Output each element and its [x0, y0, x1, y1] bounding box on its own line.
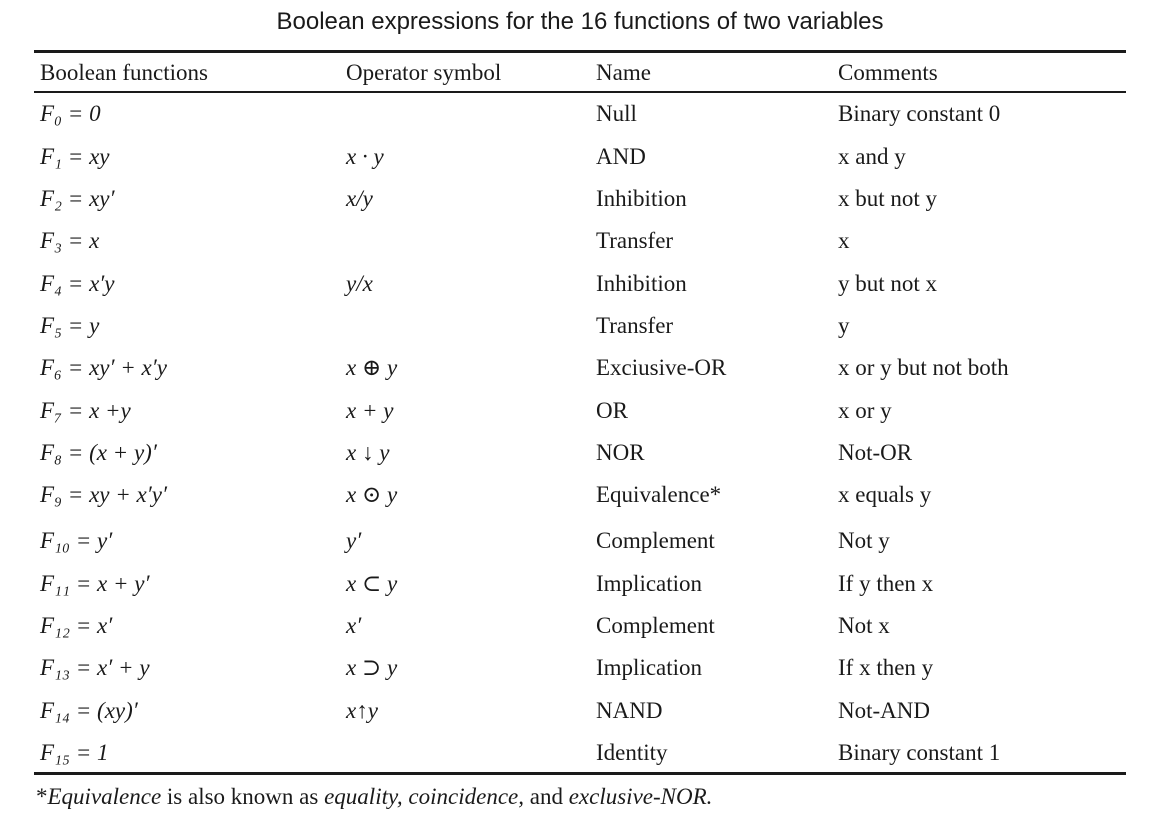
- cell-function: F₁₁ = x + y′: [40, 571, 150, 596]
- cell-operator: x ↓ y: [346, 440, 390, 465]
- cell-name: Identity: [596, 740, 668, 765]
- cell-operator: x + y: [346, 398, 394, 423]
- cell-function: F₀ = 0: [40, 101, 101, 126]
- table-title: Boolean expressions for the 16 functions of two variables: [276, 8, 884, 35]
- cell-function: F₇ = x +y: [40, 398, 131, 423]
- cell-operator: x↑y: [346, 698, 378, 723]
- cell-comment: x and y: [838, 144, 906, 169]
- header-functions: Boolean functions: [40, 60, 208, 85]
- cell-function: F₈ = (x + y)′: [40, 440, 157, 465]
- cell-comment: Binary constant 1: [838, 740, 1001, 765]
- cell-name: Inhibition: [596, 271, 687, 296]
- cell-operator: x/y: [346, 186, 373, 211]
- cell-name: Transfer: [596, 313, 674, 338]
- cell-function: F₁ = xy: [40, 144, 110, 169]
- cell-function: F₉ = xy + x′y′: [40, 482, 167, 507]
- cell-name: Implication: [596, 655, 703, 680]
- cell-comment: Not y: [838, 528, 890, 553]
- cell-name: NOR: [596, 440, 645, 465]
- cell-operator: x ⊂ y: [346, 571, 398, 596]
- cell-operator: x · y: [346, 144, 384, 169]
- cell-operator: y/x: [346, 271, 373, 296]
- cell-comment: x but not y: [838, 186, 938, 211]
- cell-function: F₅ = y: [40, 313, 100, 338]
- header-name: Name: [596, 60, 651, 85]
- cell-function: F₁₄ = (xy)′: [40, 698, 138, 723]
- cell-name: Implication: [596, 571, 703, 596]
- cell-function: F₁₀ = y′: [40, 528, 113, 553]
- header-comments: Comments: [838, 60, 938, 85]
- cell-name: AND: [596, 144, 646, 169]
- cell-function: F₁₅ = 1: [40, 740, 109, 765]
- cell-function: F₁₂ = x′: [40, 613, 113, 638]
- cell-name: Exciusive-OR: [596, 355, 727, 380]
- cell-function: F₂ = xy′: [40, 186, 115, 211]
- cell-comment: x or y but not both: [838, 355, 1009, 380]
- cell-comment: Binary constant 0: [838, 101, 1001, 126]
- cell-function: F₁₃ = x′ + y: [40, 655, 150, 680]
- header-rule: [34, 91, 1126, 93]
- footnote-term: Equivalence: [47, 784, 162, 809]
- cell-comment: Not-OR: [838, 440, 913, 465]
- footnote-star: *: [36, 784, 48, 809]
- cell-name: Inhibition: [596, 186, 687, 211]
- cell-name: Complement: [596, 528, 715, 553]
- cell-name: NAND: [596, 698, 663, 723]
- cell-function: F₃ = x: [40, 228, 100, 253]
- cell-comment: x equals y: [838, 482, 932, 507]
- cell-comment: y but not x: [838, 271, 938, 296]
- cell-operator: x ⊃ y: [346, 655, 398, 680]
- cell-name: OR: [596, 398, 628, 423]
- cell-comment: y: [838, 313, 850, 338]
- cell-comment: If x then y: [838, 655, 934, 680]
- cell-function: F₄ = x′y: [40, 271, 115, 296]
- cell-operator: y′: [346, 528, 362, 553]
- cell-name: Complement: [596, 613, 715, 638]
- footnote-alt1: equality, coincidence,: [324, 784, 524, 809]
- footnote-text2: and: [524, 784, 569, 809]
- cell-name: Null: [596, 101, 637, 126]
- bottom-rule: [34, 772, 1126, 775]
- header-operator: Operator symbol: [346, 60, 502, 85]
- cell-operator: x′: [346, 613, 362, 638]
- cell-operator: x ⊙ y: [346, 482, 398, 507]
- footnote: [36, 784, 712, 810]
- cell-comment: Not x: [838, 613, 890, 638]
- cell-name: Equivalence*: [596, 482, 722, 507]
- top-rule: [34, 50, 1126, 53]
- cell-comment: x: [838, 228, 850, 253]
- footnote-text1: is also known as: [161, 784, 325, 809]
- cell-name: Transfer: [596, 228, 674, 253]
- cell-comment: If y then x: [838, 571, 934, 596]
- cell-comment: Not-AND: [838, 698, 930, 723]
- cell-function: F₆ = xy′ + x′y: [40, 355, 167, 380]
- cell-comment: x or y: [838, 398, 892, 423]
- footnote-alt2: exclusive-NOR.: [568, 784, 713, 809]
- cell-operator: x ⊕ y: [346, 355, 398, 380]
